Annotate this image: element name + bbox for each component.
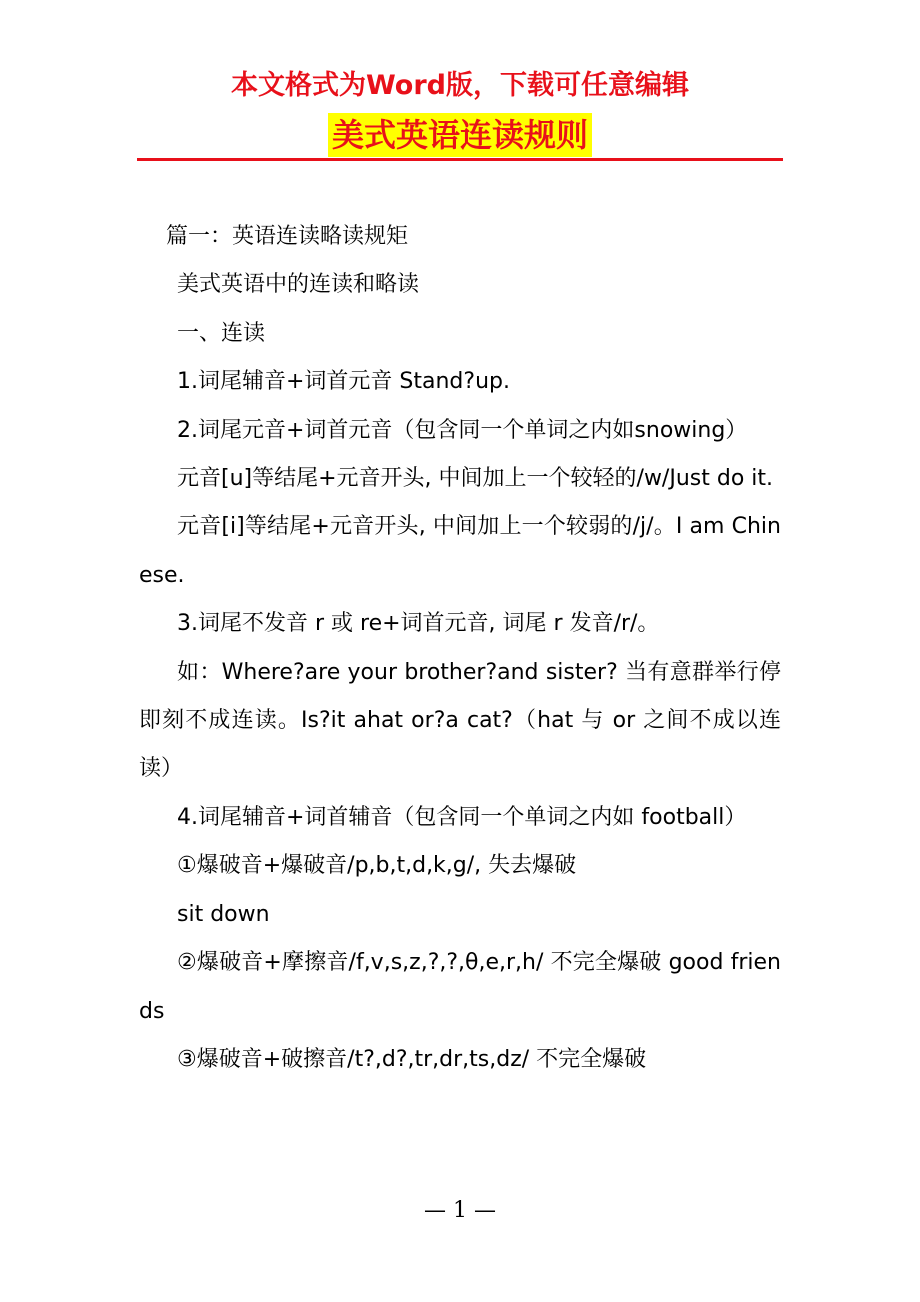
format-notice: 本文格式为Word版，下载可任意编辑 [230,70,689,101]
paragraph: sit down [177,901,270,927]
paragraph-subheading: 一、连读 [177,320,266,346]
page-number: — 1 — [424,1198,496,1223]
paragraph-section-heading: 篇一：英语连读略读规矩 [166,224,409,249]
document-title: 美式英语连读规则 [328,113,592,157]
document-body [139,213,781,1084]
paragraph: ③爆破音+破擦音/t?,d?,tr,dr,ts,dz/ 不完全爆破 [177,1046,647,1072]
title-container [0,113,920,157]
paragraph: 4.词尾辅音+词首辅音（包含同一个单词之内如 football） [177,804,747,830]
paragraph: 元音[i]等结尾+元音开头, 中间加上一个较弱的/j/。I am Chinese. [139,514,781,588]
paragraph: 1.词尾辅音+词首元音 Stand?up. [177,369,510,395]
paragraph: ②爆破音+摩擦音/f,v,s,z,?,?,θ,e,r,h/ 不完全爆破 good friends [139,950,781,1024]
paragraph: 元音[u]等结尾+元音开头, 中间加上一个较轻的/w/Just do it. [177,466,774,492]
paragraph: 2.词尾元音+词首元音（包含同一个单词之内如snowing） [177,417,748,443]
paragraph: ①爆破音+爆破音/p,b,t,d,k,g/, 失去爆破 [177,853,577,879]
paragraph: 美式英语中的连读和略读 [177,272,420,298]
paragraph: 3.词尾不发音 r 或 re+词首元音, 词尾 r 发音/r/。 [177,611,660,637]
paragraph: 如：Where?are your brother?and sister? 当有意群举行停即刻不成连读。Is?it ahat or?a cat?（hat 与 or 之间不成以连读） [139,659,781,782]
title-divider [137,158,783,161]
